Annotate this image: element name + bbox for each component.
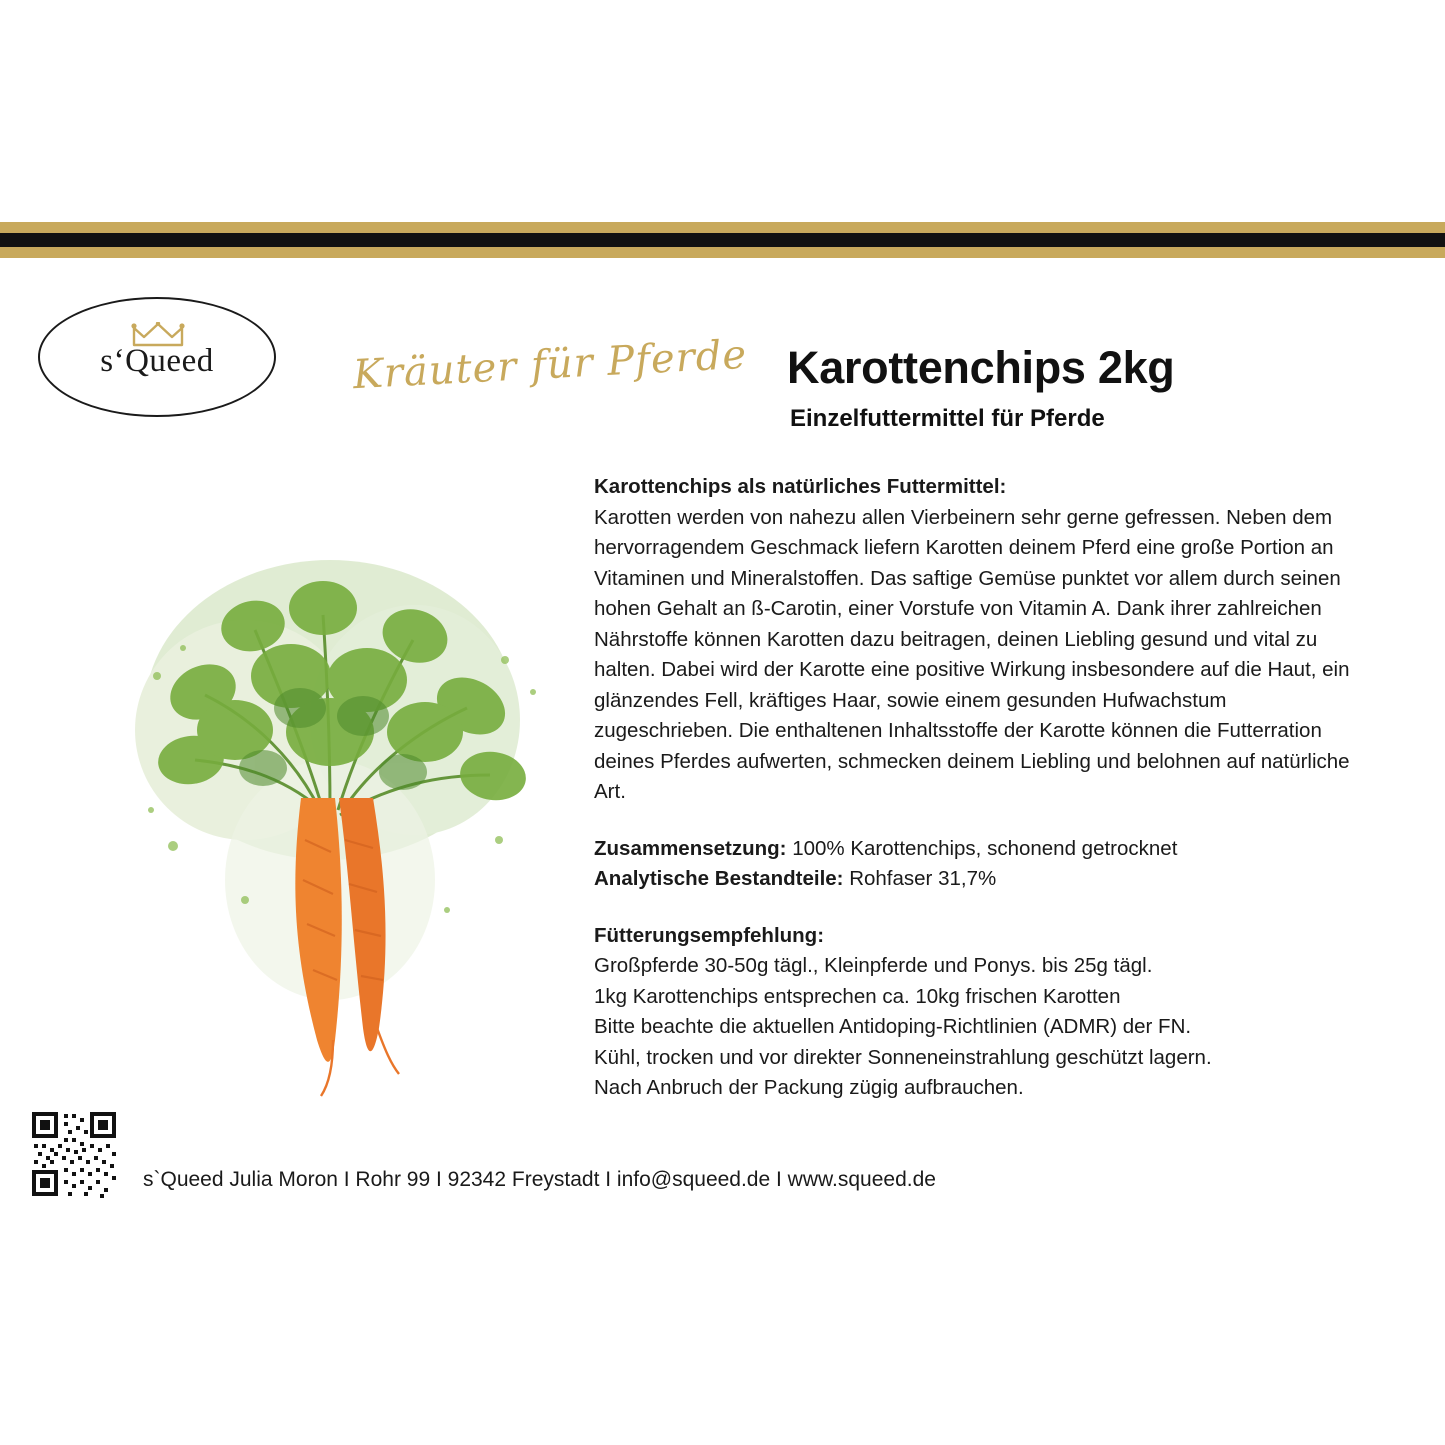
composition-value: 100% Karottenchips, schonend getrocknet [792,836,1178,860]
intro-body: Karotten werden von nahezu allen Vierbeinern sehr gerne gefressen. Neben dem hervorragendem Geschmack liefern Karotten deinem Pferd eine große Portion an Vitaminen und Mineralstoffen. Das saftige Gemüse punktet vor allem durch seinen hohen Gehalt an ß-Carotin, einer Vorstufe von Vitamin A. Dank ihrer zahlreichen Nährstoffe können Karotten dazu beitragen, deinen Liebling gesund und vital zu halten. Dabei wird der Karotte eine positive Wirkung insbesondere auf die Haut, ein glänzendes Fell, kräftiges Haar, sowie einem gesunden Hufwachstum zugeschrieben. Die enthaltenen Inhaltsstoffe der Karotte können die Futterration deines Pferdes aufwerten, schmecken deinem Liebling und belohnen auf natürliche Art. [594,505,1350,803]
product-description-column [594,472,1369,1104]
feeding-line: Großpferde 30-50g tägl., Kleinpferde und Ponys. bis 25g tägl. [594,954,1153,977]
top-gold-bar-secondary [0,247,1445,258]
feeding-heading: Fütterungsempfehlung: [594,923,825,947]
composition-row [594,834,1369,865]
carrot-watercolor-illustration [95,480,565,1100]
product-title: Karottenchips 2kg [787,342,1175,393]
composition-label: Zusammensetzung: [594,836,787,860]
analytical-row [594,864,1369,895]
feeding-line: 1kg Karottenchips entsprechen ca. 10kg frischen Karotten [594,984,1121,1008]
product-subtitle: Einzelfuttermittel für Pferde [790,405,1105,432]
top-gold-bar [0,222,1445,233]
qr-code-icon [28,1108,120,1200]
feeding-line: Nach Anbruch der Packung zügig aufbrauchen. [594,1076,1024,1099]
brand-tagline [330,330,770,420]
footer-address: s`Queed Julia Moron I Rohr 99 I 92342 Freystadt I info@squeed.de I www.squeed.de [143,1168,936,1191]
brand-tagline-text: Kräuter für Pferde [351,331,749,399]
analytical-label: Analytische Bestandteile: [594,867,844,890]
analytical-value: Rohfaser 31,7% [849,867,997,890]
top-black-bar [0,233,1445,247]
intro-heading: Karottenchips als natürliches Futtermittel: [594,475,1007,498]
feeding-line: Kühl, trocken und vor direkter Sonneneinstrahlung geschützt lagern. [594,1045,1212,1069]
brand-logo [38,297,278,419]
logo-wordmark: s‘Queed [100,343,214,379]
feeding-line: Bitte beachte die aktuellen Antidoping-Richtlinien (ADMR) der FN. [594,1015,1192,1038]
